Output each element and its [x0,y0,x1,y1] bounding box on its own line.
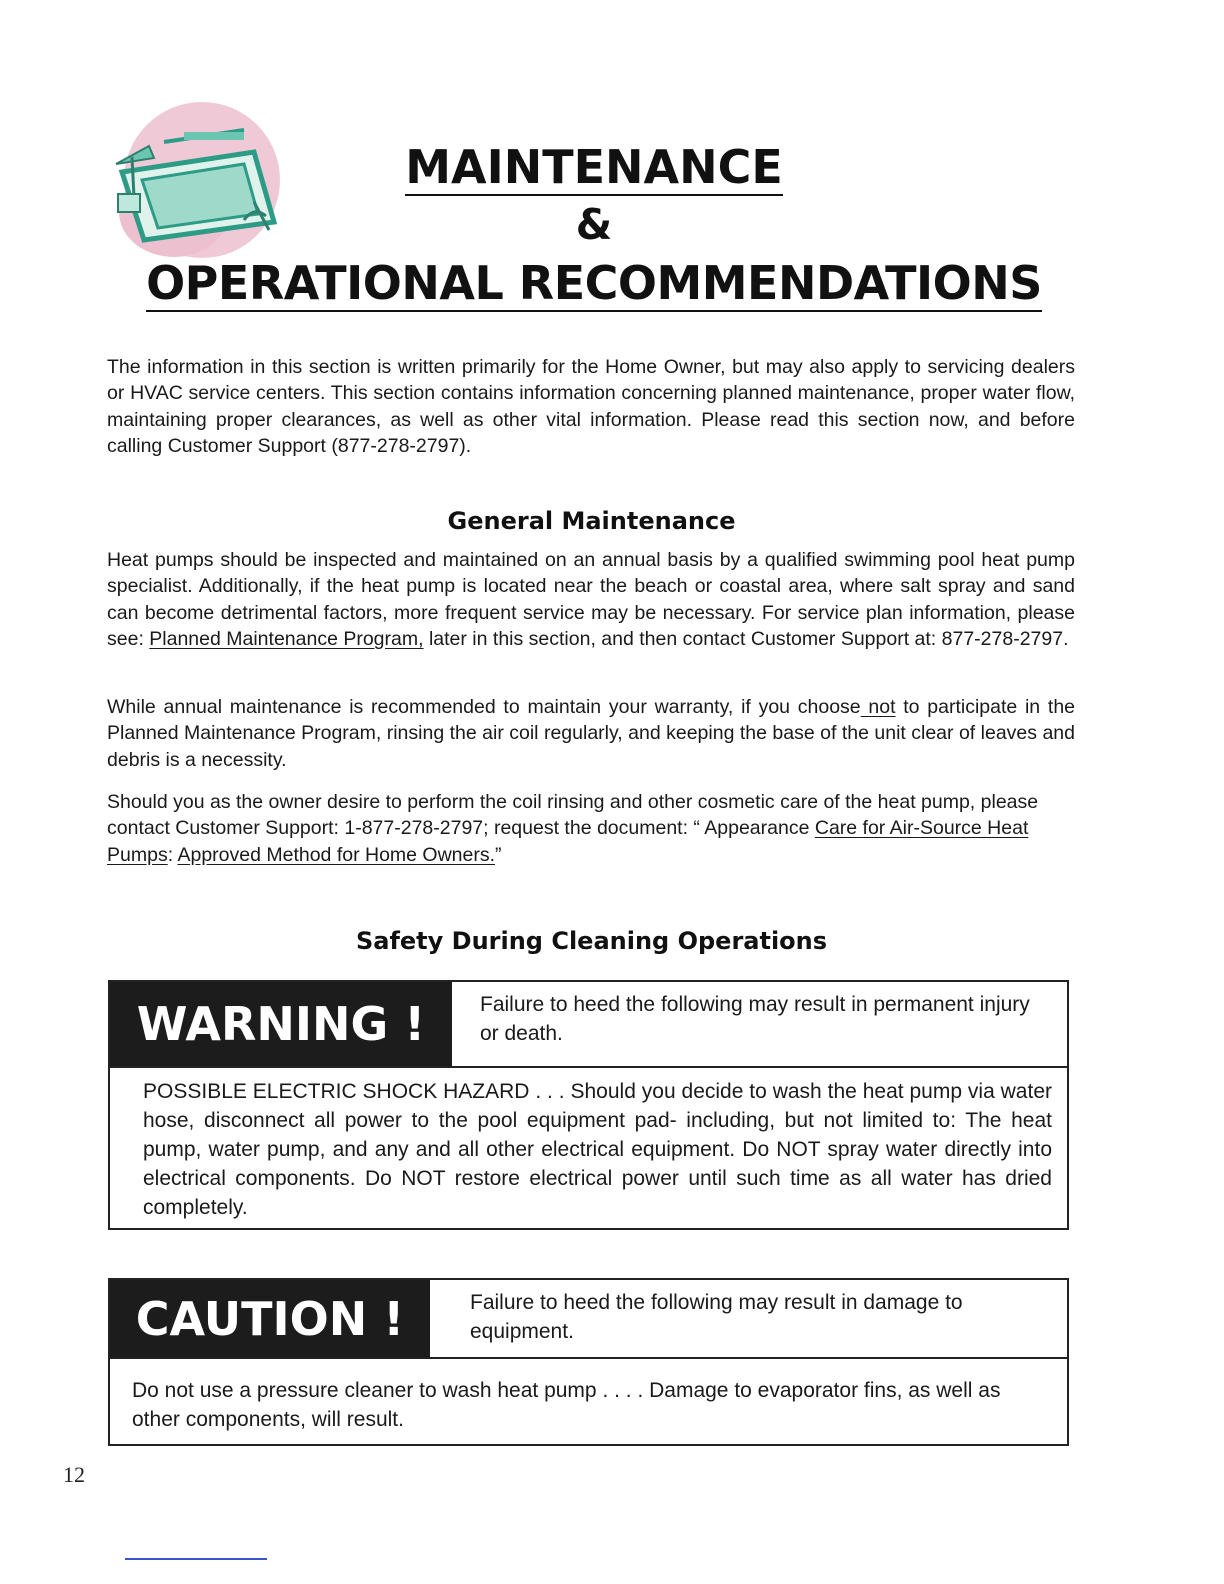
warning-label: WARNING ! [110,982,452,1066]
title-ampersand: & [575,200,613,249]
page-number: 12 [63,1462,85,1487]
caution-body: Do not use a pressure cleaner to wash heat pump . . . . Damage to evaporator fins, as well as other components, will result. [132,1379,1001,1431]
care-for-air-source-link[interactable]: Care for Air-Source Heat Pumps [107,817,1029,866]
maintenance-paragraph-3: Should you as the owner desire to perform the coil rinsing and other cosmetic care of the heat pump, please contact Customer Support: 1-877-278-2797; request the document: “ Appearance Care for Air-Source Heat Pumps: Approved Method for Home Owners.” [107,791,1039,866]
caution-box [108,1278,1069,1446]
caution-label: CAUTION ! [110,1280,430,1357]
title-line-1: MAINTENANCE [405,140,783,194]
intro-paragraph: The information in this section is written primarily for the Home Owner, but may also apply to servicing dealers or HVAC service centers. This section contains information concerning planned maintenance, proper water flow, maintaining proper clearances, as well as other vital information. Please read this section now, and before calling Customer Support (877-278-2797). [107,356,1075,457]
title-line-3: OPERATIONAL RECOMMENDATIONS [146,256,1042,310]
warning-box [108,980,1069,1230]
not-emphasis: not [860,696,896,718]
planned-maintenance-link[interactable]: Planned Maintenance Program, [149,627,424,650]
maintenance-paragraph-2: While annual maintenance is recommended to maintain your warranty, if you choose not to participate in the Planned Maintenance Program, rinsing the air coil regularly, and keeping the base of the unit clear of leaves and debris is a necessity. [107,696,1076,771]
general-maintenance-heading: General Maintenance [447,507,736,535]
warning-body: POSSIBLE ELECTRIC SHOCK HAZARD . . . Should you decide to wash the heat pump via water hose, disconnect all power to the pool equipment pad- including, but not limited to: The heat pump, water pump, and any and all other electrical equipment. Do NOT spray water directly into electrical components. Do NOT restore electrical power until such time as all water has dried completely. [143,1080,1052,1219]
footer-rule [125,1558,267,1560]
approved-method-link[interactable]: Approved Method for Home Owners. [177,843,496,866]
maintenance-paragraph-1: Heat pumps should be inspected and maintained on an annual basis by a qualified swimming pool heat pump specialist. Additionally, if the heat pump is located near the beach or coastal area, where salt spray and sand can become detrimental factors, more frequent service may be necessary. For service plan information, please see: Planned Maintenance Program, later in this section, and then contact Customer Support at: 877-278-2797. [107,549,1075,650]
caution-summary: Failure to heed the following may result in damage to equipment. [470,1291,963,1343]
warning-summary: Failure to heed the following may result in permanent injury or death. [480,993,1030,1045]
safety-heading: Safety During Cleaning Operations [355,927,828,955]
